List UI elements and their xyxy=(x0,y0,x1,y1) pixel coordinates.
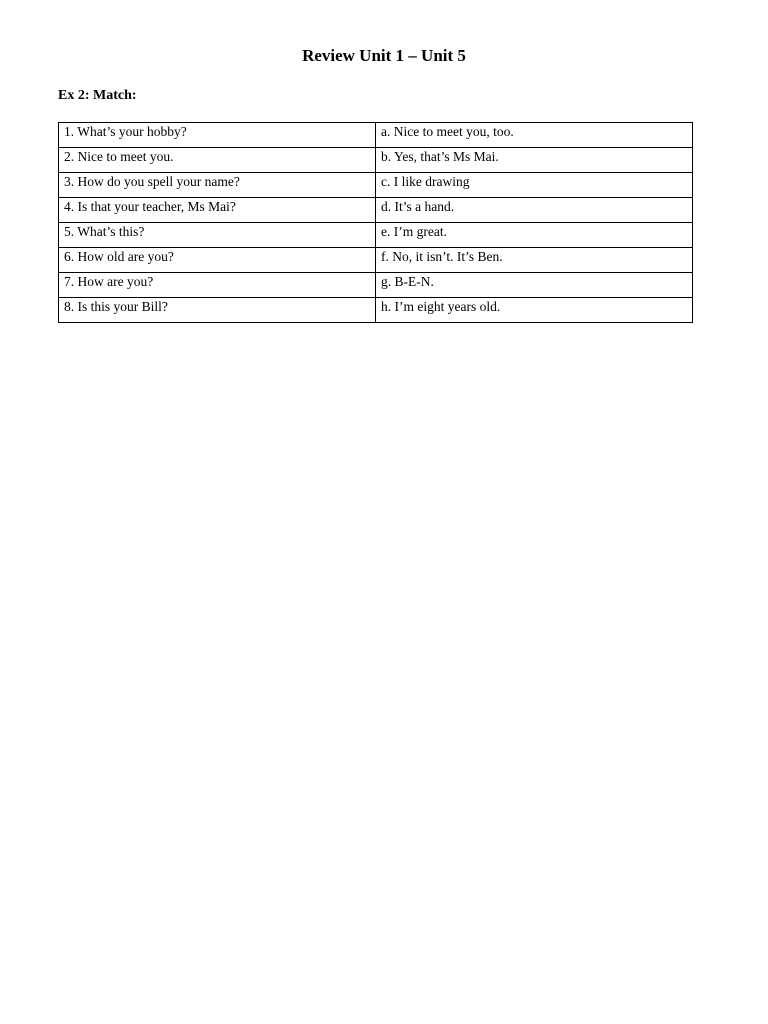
answer-cell: h. I’m eight years old. xyxy=(376,298,693,323)
answer-cell: f. No, it isn’t. It’s Ben. xyxy=(376,248,693,273)
match-table xyxy=(58,122,693,323)
answer-cell: a. Nice to meet you, too. xyxy=(376,123,693,148)
table-row xyxy=(59,273,693,298)
table-row xyxy=(59,248,693,273)
table-row xyxy=(59,123,693,148)
answer-cell: c. I like drawing xyxy=(376,173,693,198)
question-cell: 7. How are you? xyxy=(59,273,376,298)
question-cell: 6. How old are you? xyxy=(59,248,376,273)
table-row xyxy=(59,173,693,198)
question-cell: 2. Nice to meet you. xyxy=(59,148,376,173)
question-cell: 4. Is that your teacher, Ms Mai? xyxy=(59,198,376,223)
question-cell: 8. Is this your Bill? xyxy=(59,298,376,323)
answer-cell: e. I’m great. xyxy=(376,223,693,248)
question-cell: 1. What’s your hobby? xyxy=(59,123,376,148)
question-cell: 5. What’s this? xyxy=(59,223,376,248)
table-row xyxy=(59,298,693,323)
table-row xyxy=(59,223,693,248)
answer-cell: d. It’s a hand. xyxy=(376,198,693,223)
answer-cell: g. B-E-N. xyxy=(376,273,693,298)
page-title: Review Unit 1 – Unit 5 xyxy=(302,46,466,65)
exercise-heading: Ex 2: Match: xyxy=(58,88,137,103)
table-row xyxy=(59,148,693,173)
answer-cell: b. Yes, that’s Ms Mai. xyxy=(376,148,693,173)
question-cell: 3. How do you spell your name? xyxy=(59,173,376,198)
table-row xyxy=(59,198,693,223)
